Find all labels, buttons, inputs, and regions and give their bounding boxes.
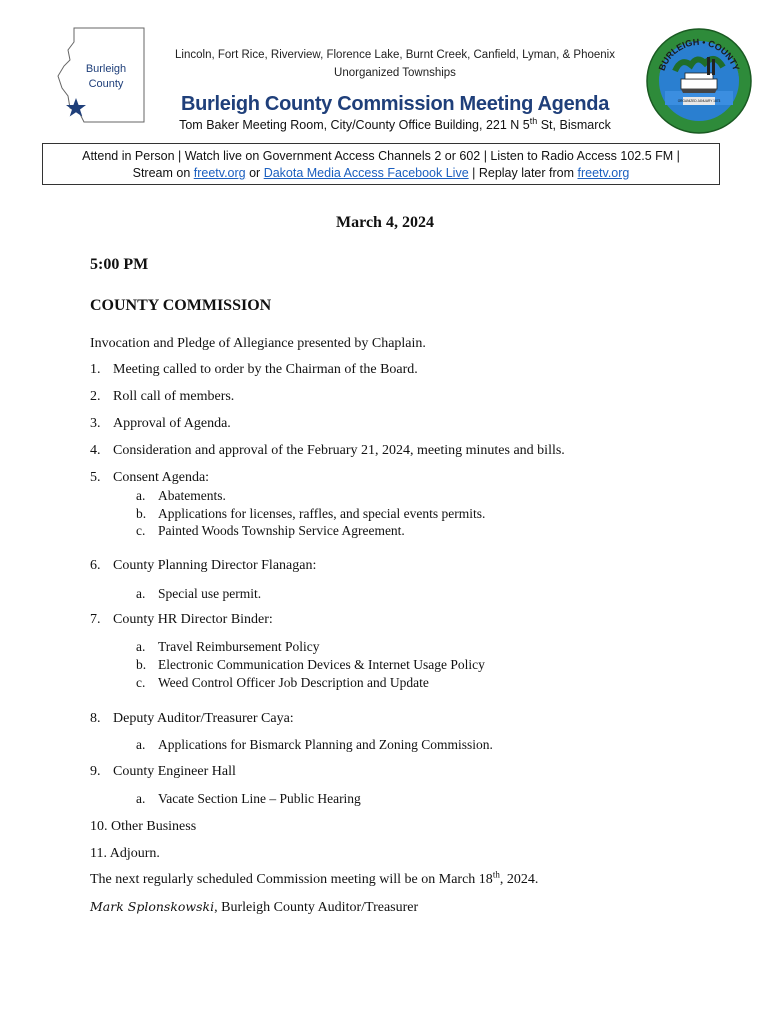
meeting-date: March 4, 2024 [336,214,434,231]
sub-item-letter: a. [136,639,146,654]
agenda-item: Consent Agenda: [113,470,210,485]
item-number: 10. [90,819,108,834]
item-number: 11. [90,846,107,861]
sub-item: Applications for Bismarck Planning and Zoning Commission. [158,737,493,752]
next-meeting-sup: th [492,869,500,880]
sub-item: Abatements. [158,488,226,503]
sub-item: Special use permit. [158,586,262,601]
agenda-item: Other Business [111,819,197,834]
sub-item-letter: a. [136,586,146,601]
agenda-item: County Engineer Hall [113,764,236,779]
next-meeting-after: , 2024. [499,872,539,887]
attend-info-box [42,143,720,185]
sub-item: Applications for licenses, raffles, and special events permits. [158,506,486,521]
agenda-item: Adjourn. [109,846,160,861]
seal-top-text: BURLEIGH • COUNTY [656,36,742,72]
stream-prefix: Stream on [132,166,194,180]
agenda-item: Meeting called to order by the Chairman of the Board. [113,362,418,377]
item-number: 6. [90,558,101,573]
signature-title: , Burleigh County Auditor/Treasurer [214,900,419,915]
map-label-line1: Burleigh [85,63,127,75]
seal-bottom-text: ORGANIZED JANUARY 1873 [677,99,721,103]
item-number: 5. [90,470,101,485]
meeting-location [150,115,640,132]
section-heading: COUNTY COMMISSION [90,297,272,314]
location-before: Tom Baker Meeting Room, City/County Office Building, 221 N 5 [179,118,530,132]
sub-item-letter: a. [136,737,146,752]
sub-item-letter: a. [136,791,146,806]
item-number: 2. [90,389,101,404]
freetv-link[interactable]: freetv.org [193,166,246,180]
agenda-item: County HR Director Binder: [113,612,273,627]
sub-item: Electronic Communication Devices & Internet Usage Policy [158,657,485,672]
page-title: Burleigh County Commission Meeting Agenda [180,93,610,115]
item-number: 3. [90,416,101,431]
signature-name: Mark Splonskowski [90,899,215,914]
meeting-time: 5:00 PM [90,256,149,273]
agenda-item-11 [90,845,160,862]
next-meeting-text [90,871,538,888]
or-text: or [245,166,264,180]
sub-item: Travel Reimbursement Policy [158,639,320,654]
sub-item: Weed Control Officer Job Description and Update [158,675,429,690]
sub-item-letter: c. [136,523,146,538]
item-number: 1. [90,362,101,377]
map-label-line2: County [88,78,124,90]
sub-item: Painted Woods Township Service Agreement. [158,523,405,538]
invocation-text: Invocation and Pledge of Allegiance presented by Chaplain. [90,336,426,351]
facebook-live-link[interactable]: Dakota Media Access Facebook Live [263,166,469,180]
location-sup: th [529,115,538,126]
item-number: 4. [90,443,101,458]
agenda-item-10 [90,818,196,835]
location-after: St, Bismarck [537,118,611,132]
item-number: 8. [90,711,101,726]
freetv-replay-link[interactable]: freetv.org [577,166,630,180]
townships-text [150,46,640,82]
sub-item-letter: a. [136,488,146,503]
sub-item-letter: c. [136,675,146,690]
agenda-item: Roll call of members. [113,389,235,404]
agenda-item: Consideration and approval of the February 21, 2024, meeting minutes and bills. [113,443,565,458]
map-label [74,62,138,92]
sub-item: Vacate Section Line – Public Hearing [158,791,361,806]
attend-line2 [51,165,711,182]
item-number: 7. [90,612,101,627]
townships-line2: Unorganized Townships [334,67,456,79]
county-seal-logo [645,27,753,135]
attend-line1: Attend in Person | Watch live on Government Access Channels 2 or 602 | Listen to Radio Access 102.5 FM | [82,149,680,163]
next-meeting-before: The next regularly scheduled Commission meeting will be on March 18 [90,872,493,887]
townships-line1: Lincoln, Fort Rice, Riverview, Florence Lake, Burnt Creek, Canfield, Lyman, & Phoenix [175,49,615,61]
agenda-item: Deputy Auditor/Treasurer Caya: [113,711,294,726]
signature-line [90,898,418,916]
agenda-item: County Planning Director Flanagan: [113,558,317,573]
replay-text: | Replay later from [468,166,578,180]
item-number: 9. [90,764,101,779]
sub-item-letter: b. [136,657,147,672]
agenda-item: Approval of Agenda. [113,416,231,431]
sub-item-letter: b. [136,506,147,521]
